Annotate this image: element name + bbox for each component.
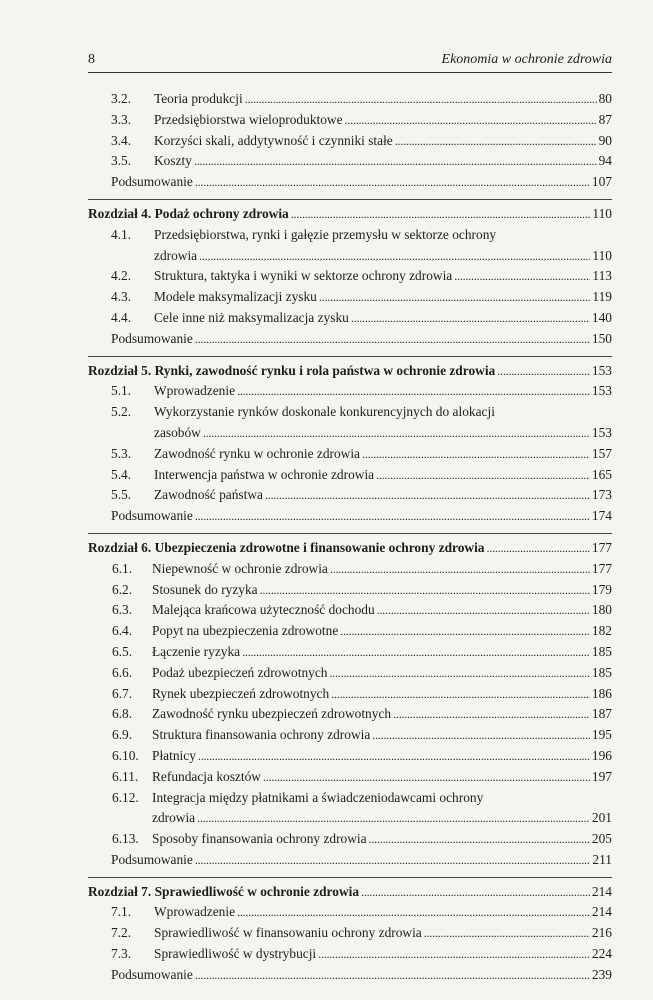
section-title-continued: zdrowia (152, 810, 196, 826)
toc-entry (88, 944, 612, 965)
chapter-title: Rozdział 4. Podaż ochrony zdrowia (88, 205, 289, 221)
dot-leader (497, 361, 590, 382)
summary-title: Podsumowanie (111, 851, 193, 867)
toc-entry-line (88, 485, 612, 506)
toc-entry-line (88, 131, 612, 152)
dot-leader (195, 850, 591, 871)
section-title: Przedsiębiorstwa wieloproduktowe (154, 111, 343, 127)
summary-title: Podsumowanie (111, 174, 193, 190)
section-number: 5.4. (111, 466, 132, 482)
toc-entry (88, 829, 612, 850)
section-number: 5.2. (111, 404, 132, 420)
dot-leader (237, 381, 590, 402)
page-ref: 180 (591, 602, 612, 618)
toc-entry-line (88, 308, 612, 329)
summary-title: Podsumowanie (111, 330, 193, 346)
page-ref: 179 (591, 581, 612, 597)
toc-entry (88, 559, 612, 580)
section-number: 6.8. (112, 706, 133, 722)
dot-leader (197, 808, 590, 829)
toc-entry-line (88, 444, 612, 465)
chapter-divider (88, 533, 612, 534)
dot-leader (198, 746, 590, 767)
toc-entry-line (88, 506, 612, 527)
toc-entry-line (88, 642, 612, 663)
page-ref: 80 (598, 91, 612, 106)
toc-entry (88, 131, 612, 152)
section-title: Płatnicy (152, 747, 196, 763)
toc-entry-line (88, 89, 612, 110)
section-title: Integracja między płatnikami a świadczeniodawcami ochrony (152, 789, 484, 805)
section-number: 6.9. (112, 727, 133, 743)
page-ref: 182 (591, 623, 612, 639)
page-ref: 90 (598, 132, 612, 148)
page-ref: 87 (598, 111, 612, 127)
dot-leader (265, 485, 590, 506)
section-title: Popyt na ubezpieczenia zdrowotne (152, 623, 339, 639)
section-number: 5.1. (111, 383, 132, 399)
section-title: Sprawiedliwość w finansowaniu ochrony zdrowia (154, 925, 422, 941)
chapter-divider (88, 877, 612, 878)
page-ref: 153 (591, 362, 612, 378)
dot-leader (331, 684, 590, 705)
toc-entry-line (88, 600, 612, 621)
page-ref: 197 (591, 768, 612, 784)
section-number: 4.2. (111, 268, 132, 284)
chapter-title: Rozdział 7. Sprawiedliwość w ochronie zdrowia (88, 883, 360, 899)
section-title: Malejąca krańcowa użyteczność dochodu (152, 602, 375, 618)
section-number: 6.11. (112, 768, 139, 784)
chapter-summary (88, 329, 612, 350)
toc-entry-line (88, 684, 612, 705)
toc-entry (88, 725, 612, 746)
chapter-heading (88, 361, 612, 382)
section-number: 6.10. (112, 747, 139, 763)
section-title: Wykorzystanie rynków doskonale konkurencyjnych do alokacji (154, 404, 495, 420)
toc-entry-line (88, 923, 612, 944)
section-title: Łączenie ryzyka (152, 643, 241, 659)
toc-entry (88, 663, 612, 684)
dot-leader (377, 600, 590, 621)
dot-leader (393, 704, 590, 725)
toc-entry-line (88, 402, 612, 423)
dot-leader (362, 444, 590, 465)
toc-entry (88, 151, 612, 172)
section-number: 3.2. (111, 91, 132, 106)
toc-entry-line (88, 559, 612, 580)
chapter-summary (88, 965, 612, 986)
toc-entry (88, 902, 612, 923)
page-ref: 150 (591, 330, 612, 346)
section-number: 6.2. (112, 581, 133, 597)
toc-entry-line (88, 850, 612, 871)
section-number: 3.5. (111, 153, 132, 169)
toc-entry-line (88, 965, 612, 986)
section-title-continued: zasobów (154, 424, 201, 440)
toc-entry-line (88, 829, 612, 850)
section-number: 4.4. (111, 309, 132, 325)
toc-entry (88, 788, 612, 830)
dot-leader (369, 829, 590, 850)
dot-leader (263, 767, 590, 788)
section-title: Sposoby finansowania ochrony zdrowia (152, 831, 367, 847)
toc-entry-line (88, 663, 612, 684)
toc-entry (88, 444, 612, 465)
summary-title: Podsumowanie (111, 966, 193, 982)
toc-entry-line (88, 381, 612, 402)
toc-entry (88, 621, 612, 642)
toc-entry (88, 704, 612, 725)
dot-leader (245, 89, 597, 110)
dot-leader (345, 110, 597, 131)
toc-entry-line (88, 788, 612, 809)
chapter-summary (88, 172, 612, 193)
page-ref: 185 (591, 664, 612, 680)
dot-leader (361, 882, 590, 903)
dot-leader (199, 246, 590, 267)
toc-entry (88, 89, 612, 110)
page-ref: 113 (592, 268, 612, 284)
toc-entry-line (88, 225, 612, 246)
page-ref: 195 (591, 727, 612, 743)
dot-leader (454, 266, 590, 287)
chapter-summary (88, 850, 612, 871)
page-ref: 157 (591, 445, 612, 461)
section-title: Modele maksymalizacji zysku (154, 289, 317, 305)
toc-entry (88, 308, 612, 329)
section-title: Cele inne niż maksymalizacja zysku (154, 309, 349, 325)
section-title: Zawodność państwa (154, 487, 263, 503)
section-number: 3.4. (111, 132, 132, 148)
section-number: 4.3. (111, 289, 132, 305)
section-title: Refundacja kosztów (152, 768, 261, 784)
toc-entry (88, 746, 612, 767)
toc-entry-line (88, 465, 612, 486)
toc-entry-line (88, 621, 612, 642)
dot-leader (195, 329, 590, 350)
dot-leader (372, 725, 590, 746)
section-title: Niepewność w ochronie zdrowia (152, 560, 328, 576)
chapter-heading (88, 538, 612, 559)
chapter-divider (88, 199, 612, 200)
section-title: Korzyści skali, addytywność i czynniki stałe (154, 132, 393, 148)
toc-entry (88, 402, 612, 444)
dot-leader (195, 965, 590, 986)
section-title: Teoria produkcji (154, 91, 243, 106)
page-ref: 140 (591, 309, 612, 325)
page-ref: 119 (592, 289, 612, 305)
section-title: Zawodność rynku w ochronie zdrowia (154, 445, 361, 461)
dot-leader (340, 621, 590, 642)
dot-leader (330, 663, 590, 684)
toc-entry-line (88, 746, 612, 767)
section-number: 6.13. (112, 831, 139, 847)
page-ref: 201 (591, 810, 612, 826)
toc-entry (88, 465, 612, 486)
page-ref: 153 (591, 383, 612, 399)
page-ref: 177 (591, 560, 612, 576)
dot-leader (395, 131, 597, 152)
toc-entry-line (88, 172, 612, 193)
dot-leader (487, 538, 590, 559)
toc-entry-line (88, 423, 612, 444)
dot-leader (194, 151, 597, 172)
chapter-summary (88, 506, 612, 527)
toc-entry-line (88, 329, 612, 350)
dot-leader (242, 642, 590, 663)
page-ref: 205 (591, 831, 612, 847)
page-ref: 216 (591, 925, 612, 941)
toc-entry (88, 287, 612, 308)
page-ref: 214 (591, 883, 612, 899)
toc-entry (88, 580, 612, 601)
section-number: 5.3. (111, 445, 132, 461)
chapter-divider (88, 356, 612, 357)
section-number: 4.1. (111, 226, 132, 242)
toc-entry (88, 600, 612, 621)
section-number: 6.5. (112, 643, 133, 659)
section-number: 6.7. (112, 685, 133, 701)
chapter-title: Rozdział 5. Rynki, zawodność rynku i rola państwa w ochronie zdrowia (88, 362, 496, 378)
dot-leader (351, 308, 590, 329)
dot-leader (330, 559, 590, 580)
toc-entry (88, 381, 612, 402)
toc-entry-line (88, 767, 612, 788)
dot-leader (291, 204, 591, 225)
section-number: 7.3. (111, 946, 132, 962)
section-title: Sprawiedliwość w dystrybucji (154, 946, 317, 962)
section-number: 6.3. (112, 602, 133, 618)
toc-entry-line (88, 704, 612, 725)
toc-entry (88, 266, 612, 287)
page-ref: 94 (598, 153, 612, 169)
section-title: Rynek ubezpieczeń zdrowotnych (152, 685, 330, 701)
toc-entry-line (88, 944, 612, 965)
dot-leader (424, 923, 590, 944)
dot-leader (203, 423, 590, 444)
page-ref: 153 (591, 424, 612, 440)
page-ref: 186 (591, 685, 612, 701)
page-number: 8 (88, 52, 95, 67)
page-ref: 173 (591, 487, 612, 503)
dot-leader (237, 902, 590, 923)
section-title: Wprowadzenie (154, 383, 236, 399)
toc-entry (88, 684, 612, 705)
section-number: 7.1. (111, 904, 132, 920)
toc-entry (88, 923, 612, 944)
page-ref: 185 (591, 643, 612, 659)
toc-entry-line (88, 580, 612, 601)
summary-title: Podsumowanie (111, 508, 193, 524)
section-number: 3.3. (111, 111, 132, 127)
chapter-heading (88, 204, 612, 225)
page-ref: 165 (591, 466, 612, 482)
section-number: 5.5. (111, 487, 132, 503)
section-title: Przedsiębiorstwa, rynki i gałęzie przemysłu w sektorze ochrony (154, 226, 497, 242)
section-number: 7.2. (111, 925, 132, 941)
toc-entry-line (88, 266, 612, 287)
section-number: 6.12. (112, 789, 139, 805)
section-number: 6.4. (112, 623, 133, 639)
page-ref: 110 (592, 205, 612, 221)
page-ref: 239 (591, 966, 612, 982)
section-title: Interwencja państwa w ochronie zdrowia (154, 466, 375, 482)
toc-entry (88, 110, 612, 131)
table-of-contents (88, 89, 612, 986)
section-number: 6.1. (112, 560, 133, 576)
toc-entry-line (88, 808, 612, 829)
section-title: Podaż ubezpieczeń zdrowotnych (152, 664, 328, 680)
page-ref: 211 (592, 851, 612, 867)
toc-entry-line (88, 538, 612, 559)
toc-entry-line (88, 882, 612, 903)
page-ref: 110 (592, 247, 612, 263)
toc-entry (88, 767, 612, 788)
section-title: Stosunek do ryzyka (152, 581, 258, 597)
toc-entry-line (88, 902, 612, 923)
section-title: Struktura, taktyka i wyniki w sektorze ochrony zdrowia (154, 268, 453, 284)
dot-leader (195, 506, 590, 527)
toc-entry-line (88, 151, 612, 172)
section-title: Zawodność rynku ubezpieczeń zdrowotnych (152, 706, 392, 722)
dot-leader (195, 172, 590, 193)
toc-entry (88, 485, 612, 506)
page-ref: 187 (591, 706, 612, 722)
section-title: Wprowadzenie (154, 904, 236, 920)
page-ref: 214 (591, 904, 612, 920)
toc-entry-line (88, 110, 612, 131)
page-ref: 174 (591, 508, 612, 524)
dot-leader (318, 944, 590, 965)
toc-entry (88, 642, 612, 663)
section-number: 6.6. (112, 664, 133, 680)
page-ref: 107 (591, 174, 612, 190)
toc-entry-line (88, 725, 612, 746)
toc-entry-line (88, 361, 612, 382)
chapter-title: Rozdział 6. Ubezpieczenia zdrowotne i finansowanie ochrony zdrowia (88, 539, 485, 555)
page-ref: 177 (591, 539, 612, 555)
toc-entry-line (88, 287, 612, 308)
section-title: Struktura finansowania ochrony zdrowia (152, 727, 371, 743)
running-header (88, 50, 612, 73)
page-ref: 224 (591, 946, 612, 962)
running-title: Ekonomia w ochronie zdrowia (441, 52, 612, 67)
section-title-continued: zdrowia (154, 247, 198, 263)
toc-entry (88, 225, 612, 267)
dot-leader (376, 465, 590, 486)
chapter-heading (88, 882, 612, 903)
dot-leader (260, 580, 590, 601)
dot-leader (319, 287, 591, 308)
toc-entry-line (88, 204, 612, 225)
section-title: Koszty (154, 153, 192, 169)
toc-entry-line (88, 246, 612, 267)
page-ref: 196 (591, 747, 612, 763)
